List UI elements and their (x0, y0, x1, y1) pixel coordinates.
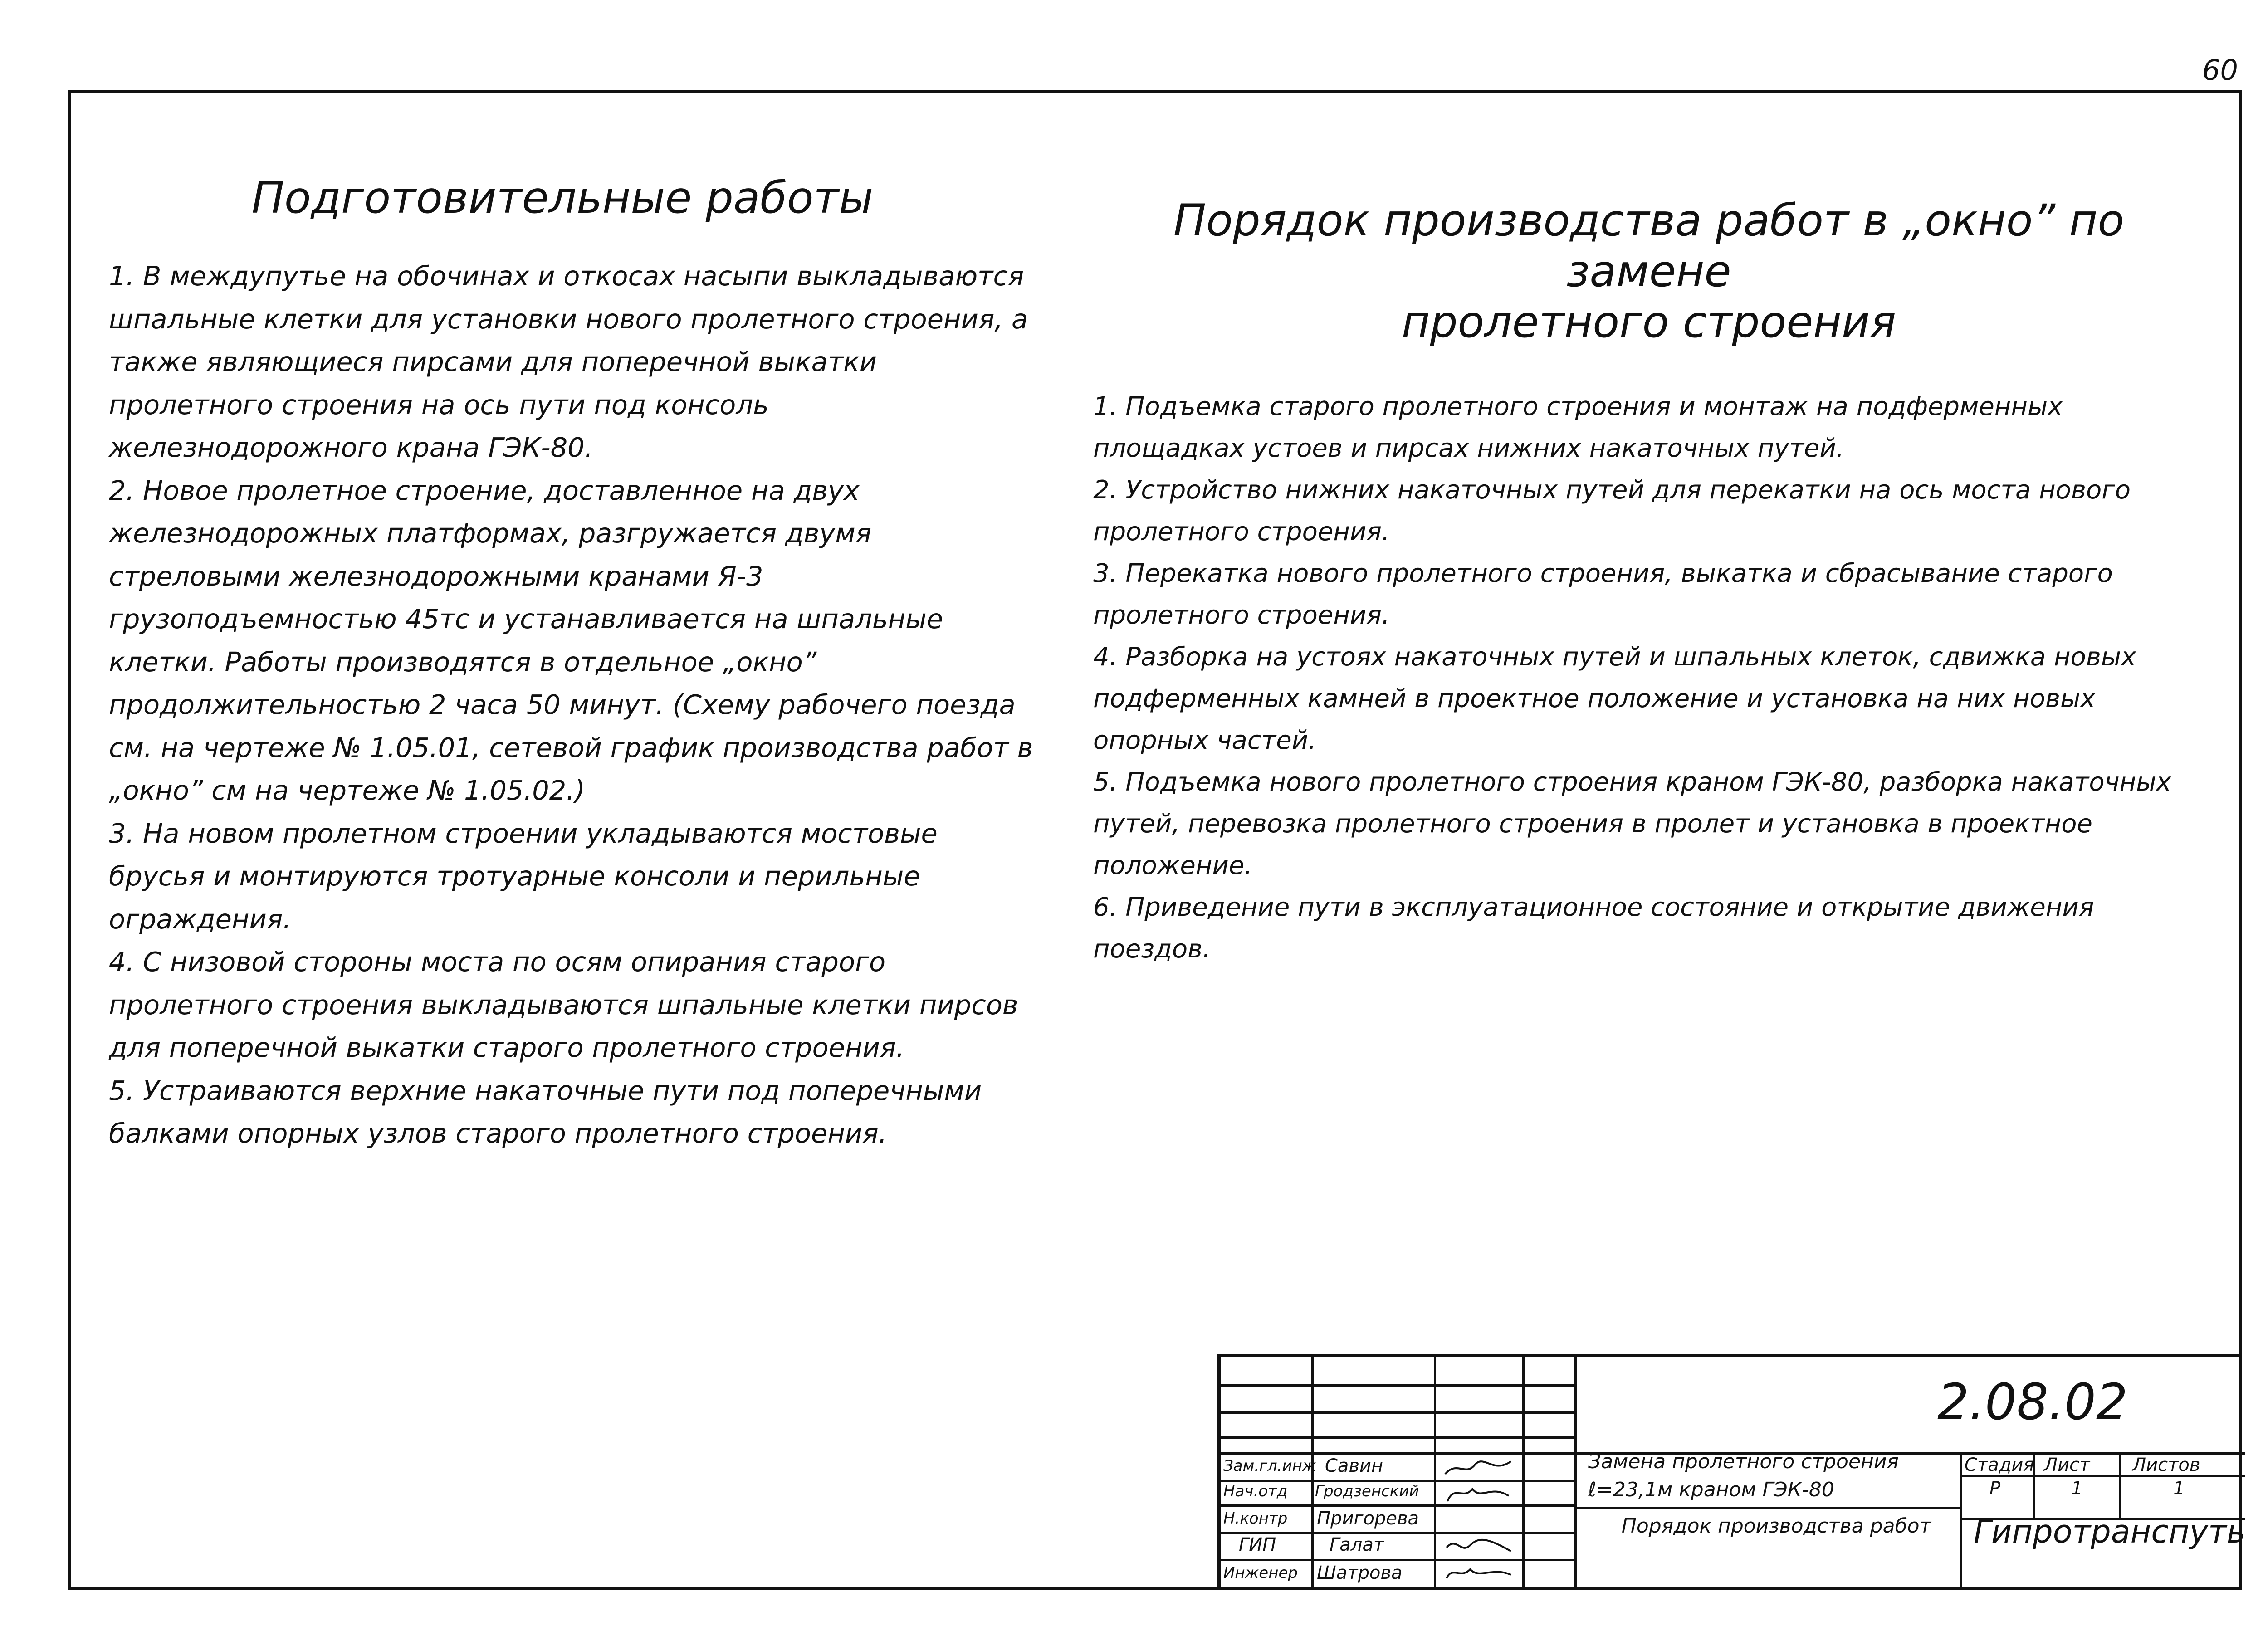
stamp-line (2119, 1452, 2121, 1518)
preparatory-step-3: 3. На новом пролетном строении укладываются мостовые брусья и монтируются тротуарные консоли и перильные ограждения. (109, 817, 938, 935)
stamp-name: Шатрова (1317, 1563, 1403, 1583)
preparatory-step-2: 2. Новое пролетное строение, доставленное на двух железнодорожных платформах, разгружается двумя стреловыми железнодорожными кранами Я-3 грузоподъемностью 45тс и устанавливается на шпальные клетки. Работы производятся в отдельное „окно” продолжительностью 2 часа 50 минут. (Схему рабочего поезда см. на чертеже № 1.05.01, сетевой график производства работ в „окно” см на чертеже № 1.05.02.) (109, 474, 1033, 806)
sheet-number: 60 (2202, 54, 2238, 87)
stamp-line (1574, 1357, 1577, 1590)
window-works-section (1093, 195, 2204, 970)
preparatory-works-section (109, 172, 1034, 1155)
stamp-line (1221, 1436, 1574, 1439)
sheets-label: Листов (2132, 1455, 2200, 1475)
window-works-heading-line1: Порядок производства работ в „окно” по замене (1173, 195, 2125, 297)
preparatory-step-1: 1. В междупутье на обочинах и откосах насыпи выкладываются шпальные клетки для установки нового пролетного строения, а также являющиеся пирсами для поперечной выкатки пролетного строения на ось пути под консоль железнодорожного крана ГЭК-80. (109, 260, 1028, 463)
stamp-role: Инженер (1223, 1564, 1298, 1582)
stamp-line (1221, 1384, 1574, 1387)
preparatory-step-4: 4. С низовой стороны моста по осям опирания старого пролетного строения выкладываются шпальные клетки пирсов для поперечной выкатки старого пролетного строения. (109, 946, 1018, 1063)
stamp-role: Н.контр (1223, 1509, 1288, 1528)
stamp-line (1221, 1411, 1574, 1414)
window-step-4: 4. Разборка на устоях накаточных путей и шпальных клеток, сдвижка новых подферменных камней в проектное положение и установка на них новых опорных частей. (1093, 642, 2136, 755)
preparatory-works-heading: Подготовительные работы (251, 172, 874, 223)
preparatory-step-5: 5. Устраиваются верхние накаточные пути под поперечными балками опорных узлов старого пролетного строения. (109, 1074, 982, 1149)
window-step-2: 2. Устройство нижних накаточных путей для перекатки на ось моста нового пролетного строения. (1093, 475, 2131, 547)
stamp-name: Савин (1325, 1455, 1383, 1476)
signature-image (1443, 1534, 1515, 1558)
signature-image (1443, 1482, 1515, 1506)
drawing-title: Замена пролетного строения ℓ=23,1м краном ГЭК-80 (1588, 1450, 1899, 1501)
window-step-3: 3. Перекатка нового пролетного строения, выкатка и сбрасывание старого пролетного строения. (1093, 559, 2113, 630)
stamp-name: Гродзенский (1315, 1482, 1419, 1500)
window-works-heading-line2: пролетного строения (1401, 297, 1897, 347)
signature-image (1443, 1456, 1515, 1480)
window-works-heading (1093, 195, 2204, 347)
drawing-subtitle: Порядок производства работ (1621, 1514, 1931, 1538)
preparatory-works-list (109, 255, 1034, 1155)
window-step-5: 5. Подъемка нового пролетного строения краном ГЭК-80, разборка накаточных путей, перевозка пролетного строения в пролет и установка в проектное положение. (1093, 767, 2171, 880)
stamp-role: ГИП (1239, 1534, 1276, 1555)
window-step-1: 1. Подъемка старого пролетного строения и монтаж на подферменных площадках устоев и пирсах нижних накаточных путей. (1093, 392, 2063, 463)
organization-name: Гипротранспуть (1974, 1513, 2246, 1550)
sheets-value: 1 (2173, 1478, 2185, 1499)
window-step-6: 6. Приведение пути в эксплуатационное состояние и открытие движения поездов. (1093, 893, 2094, 964)
stage-value: Р (1989, 1478, 2001, 1499)
stamp-role: Зам.гл.инж (1223, 1457, 1316, 1475)
stamp-name: Пригорева (1317, 1508, 1419, 1529)
title-block (1217, 1354, 2246, 1590)
signature-image (1443, 1561, 1515, 1585)
stamp-line (1434, 1357, 1436, 1590)
stamp-line (1522, 1357, 1525, 1590)
sheet-value: 1 (2071, 1478, 2083, 1499)
drawing-code: 2.08.02 (1937, 1373, 2128, 1431)
stamp-name: Галат (1330, 1534, 1384, 1555)
stamp-role: Нач.отд (1223, 1482, 1288, 1500)
sheet-label: Лист (2044, 1455, 2090, 1475)
window-works-list (1093, 386, 2204, 970)
stage-label: Стадия (1965, 1455, 2034, 1475)
stamp-line (1574, 1507, 1960, 1509)
